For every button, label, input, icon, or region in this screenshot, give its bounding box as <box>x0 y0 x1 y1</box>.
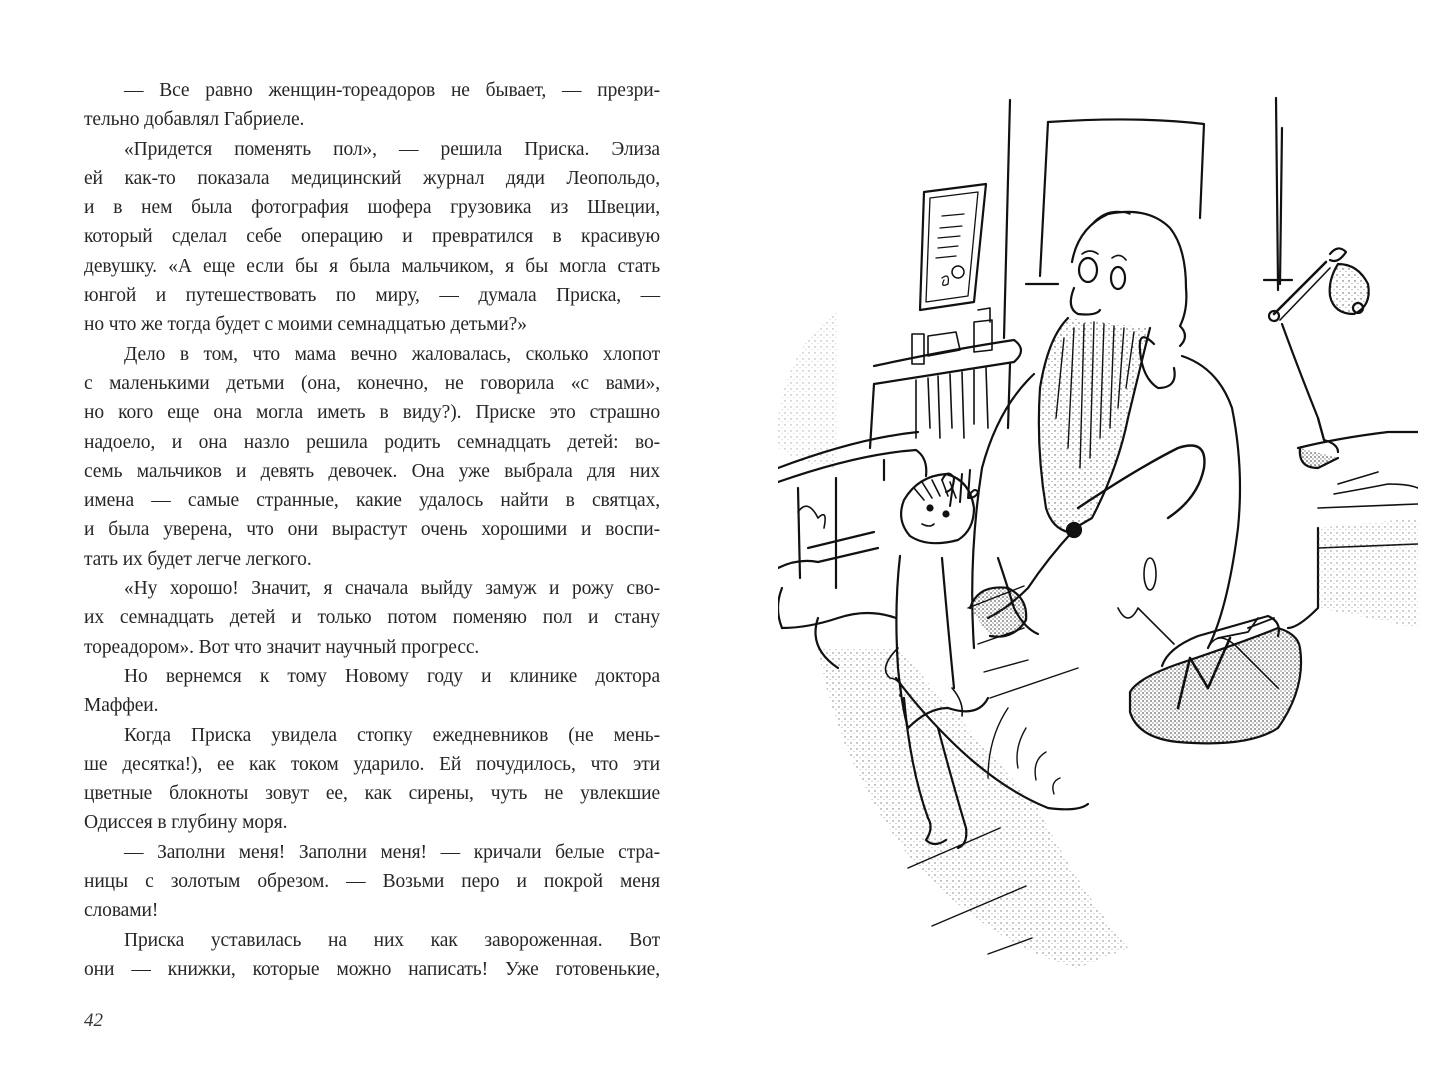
text-line: цветные блокноты зовут ее, как сирены, чуть не увлекшие <box>84 783 660 805</box>
text-line: — Заполни меня! Заполни меня! — кричали белые стра- <box>124 841 660 863</box>
text-line: Но вернемся к тому Новому году и клинике доктора <box>124 665 660 687</box>
text-line: но что же тогда будет с моими семнадцатью детьми?» <box>84 314 527 336</box>
text-line: «Ну хорошо! Значит, я сначала выйду замуж и рожу сво- <box>124 578 660 600</box>
text-line: Одиссея в глубину моря. <box>84 812 288 834</box>
text-line: Когда Приска увидела стопку ежедневников (не мень- <box>124 724 660 746</box>
body-text <box>84 76 660 984</box>
text-line: они — книжки, которые можно написать! Уже готовенькие, <box>84 958 660 980</box>
doctor-child-illustration <box>778 88 1418 988</box>
left-page <box>0 0 722 1066</box>
text-line: «Придется поменять пол», — решила Приска. Элиза <box>124 138 660 160</box>
text-line: но кого еще она могла иметь в виду?). Приске это страшно <box>84 402 660 424</box>
text-line: ей как-то показала медицинский журнал дяди Леопольдо, <box>84 167 660 189</box>
text-line: ше десятка!), ее как током ударило. Ей почудилось, что эти <box>84 753 660 775</box>
text-line: — Все равно женщин-тореадоров не бывает, — презри- <box>124 80 660 101</box>
text-line: тать их будет легче легкого. <box>84 548 312 570</box>
text-line: семь мальчиков и девять девочек. Она уже выбрала для них <box>84 460 660 482</box>
text-line: с маленькими детьми (она, конечно, не говорила «с вами», <box>84 372 660 394</box>
text-line: Приска уставилась на них как завороженная. Вот <box>124 929 660 951</box>
page-number: 42 <box>84 1010 103 1031</box>
text-line: и в нем была фотография шофера грузовика из Швеции, <box>84 197 660 219</box>
text-line: тельно добавлял Габриеле. <box>84 109 305 131</box>
text-line: и была уверена, что они вырастут очень хорошими и воспи- <box>84 519 660 541</box>
text-line: надоело, и она назло решила родить семнадцать детей: во- <box>84 431 660 453</box>
text-line: имена — самые странные, какие удалось найти в святцах, <box>84 490 660 512</box>
text-line: который сделал себе операцию и превратился в красивую <box>84 226 660 248</box>
text-line: ницы с золотым обрезом. — Возьми перо и покрой меня <box>84 871 660 893</box>
text-line: их семнадцать детей и только потом поменяю пол и стану <box>84 607 660 629</box>
text-line: словами! <box>84 900 159 922</box>
text-line: Дело в том, что мама вечно жаловалась, сколько хлопот <box>124 343 660 365</box>
text-line: Маффеи. <box>84 695 159 717</box>
text-line: юнгой и путешествовать по миру, — думала Приска, — <box>84 285 660 307</box>
illustration <box>778 88 1418 988</box>
text-line: девушку. «А еще если бы я была мальчиком, я бы могла стать <box>84 255 660 277</box>
text-line: тореадором». Вот что значит научный прогресс. <box>84 636 480 658</box>
right-page <box>722 0 1445 1066</box>
